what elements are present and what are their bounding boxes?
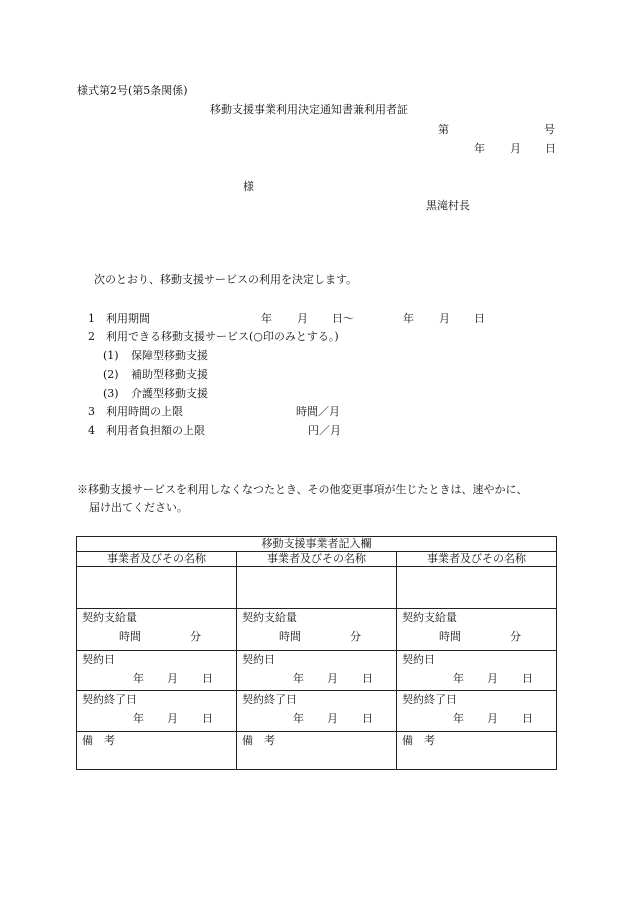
- hours-unit: 時間: [279, 630, 301, 643]
- contract-date-month: 月: [167, 672, 178, 685]
- contract-amount-label: 契約支給量: [402, 611, 457, 624]
- contract-end-cell-1[interactable]: [77, 691, 237, 732]
- number-suffix: 号: [544, 123, 555, 136]
- service-option-2-label: 補助型移動支援: [131, 368, 208, 381]
- contract-date-month: 月: [487, 672, 498, 685]
- provider-registration-table: [76, 536, 557, 770]
- service-option-1-number: (1): [103, 349, 119, 362]
- contract-date-cell-2[interactable]: [237, 651, 397, 691]
- period-start-year: 年: [261, 312, 272, 325]
- issue-date-day: 日: [545, 142, 556, 155]
- remarks-cell-2[interactable]: [237, 732, 397, 770]
- contract-end-year: 年: [453, 712, 464, 725]
- contract-date-year: 年: [453, 672, 464, 685]
- contract-date-month: 月: [327, 672, 338, 685]
- issue-date-year: 年: [474, 142, 485, 155]
- service-option-1-label: 保障型移動支援: [131, 349, 208, 362]
- remarks-cell-3[interactable]: [397, 732, 557, 770]
- contract-end-label: 契約終了日: [82, 693, 137, 706]
- provider-name-cell-2[interactable]: [237, 567, 397, 609]
- contract-amount-label: 契約支給量: [242, 611, 297, 624]
- contract-end-month: 月: [487, 712, 498, 725]
- document-title: 移動支援事業利用決定通知書兼利用者証: [210, 103, 408, 116]
- notice-line-1: ※移動支援サービスを利用しなくなつたとき、その他変更事項が生じたときは、速やかに、: [77, 483, 528, 496]
- issuer-name: 黒滝村長: [426, 199, 470, 212]
- item-2-number: 2: [88, 330, 95, 343]
- table-title: 移動支援事業者記入欄: [77, 537, 557, 552]
- contract-date-label: 契約日: [82, 653, 115, 666]
- minutes-unit: 分: [190, 630, 201, 643]
- column-header-provider-1: 事業者及びその名称: [77, 552, 237, 567]
- contract-end-cell-2[interactable]: [237, 691, 397, 732]
- contract-date-year: 年: [133, 672, 144, 685]
- column-header-provider-3: 事業者及びその名称: [397, 552, 557, 567]
- issue-date-month: 月: [510, 142, 521, 155]
- cost-limit-unit: 円／月: [308, 424, 341, 437]
- period-end-year: 年: [403, 312, 414, 325]
- contract-end-label: 契約終了日: [402, 693, 457, 706]
- period-start-day: 日〜: [332, 312, 354, 325]
- remarks-label: 備 考: [242, 734, 275, 747]
- contract-date-day: 日: [522, 672, 533, 685]
- remarks-cell-1[interactable]: [77, 732, 237, 770]
- form-number: 様式第2号(第5条関係): [77, 84, 188, 97]
- contract-end-year: 年: [133, 712, 144, 725]
- contract-date-cell-3[interactable]: [397, 651, 557, 691]
- number-prefix: 第: [438, 123, 449, 136]
- period-end-day: 日: [474, 312, 485, 325]
- contract-date-day: 日: [362, 672, 373, 685]
- contract-date-cell-1[interactable]: [77, 651, 237, 691]
- contract-amount-label: 契約支給量: [82, 611, 137, 624]
- contract-end-label: 契約終了日: [242, 693, 297, 706]
- contract-date-year: 年: [293, 672, 304, 685]
- item-3-label: 利用時間の上限: [106, 405, 183, 418]
- minutes-unit: 分: [350, 630, 361, 643]
- contract-end-year: 年: [293, 712, 304, 725]
- contract-end-month: 月: [327, 712, 338, 725]
- item-2-label: 利用できる移動支援サービス(○印のみとする。): [106, 330, 339, 343]
- contract-amount-cell-1[interactable]: [77, 609, 237, 651]
- contract-end-cell-3[interactable]: [397, 691, 557, 732]
- notice-line-2: 届け出てください。: [89, 501, 188, 514]
- period-start-month: 月: [297, 312, 308, 325]
- minutes-unit: 分: [510, 630, 521, 643]
- item-3-number: 3: [88, 405, 95, 418]
- service-option-3-label: 介護型移動支援: [131, 387, 208, 400]
- remarks-label: 備 考: [402, 734, 435, 747]
- contract-amount-cell-3[interactable]: [397, 609, 557, 651]
- item-1-number: 1: [88, 312, 95, 325]
- contract-amount-cell-2[interactable]: [237, 609, 397, 651]
- column-header-provider-2: 事業者及びその名称: [237, 552, 397, 567]
- remarks-label: 備 考: [82, 734, 115, 747]
- item-4-number: 4: [88, 424, 95, 437]
- item-1-label: 利用期間: [106, 312, 150, 325]
- intro-text: 次のとおり、移動支援サービスの利用を決定します。: [94, 273, 358, 286]
- service-option-2-number: (2): [103, 368, 119, 381]
- contract-end-day: 日: [362, 712, 373, 725]
- item-4-label: 利用者負担額の上限: [106, 424, 205, 437]
- contract-end-day: 日: [522, 712, 533, 725]
- service-option-3-number: (3): [103, 387, 119, 400]
- time-limit-unit: 時間／月: [296, 405, 340, 418]
- addressee-suffix: 様: [243, 180, 254, 193]
- contract-date-label: 契約日: [402, 653, 435, 666]
- contract-date-label: 契約日: [242, 653, 275, 666]
- hours-unit: 時間: [439, 630, 461, 643]
- provider-name-cell-3[interactable]: [397, 567, 557, 609]
- hours-unit: 時間: [119, 630, 141, 643]
- provider-name-cell-1[interactable]: [77, 567, 237, 609]
- contract-end-day: 日: [202, 712, 213, 725]
- period-end-month: 月: [439, 312, 450, 325]
- contract-end-month: 月: [167, 712, 178, 725]
- contract-date-day: 日: [202, 672, 213, 685]
